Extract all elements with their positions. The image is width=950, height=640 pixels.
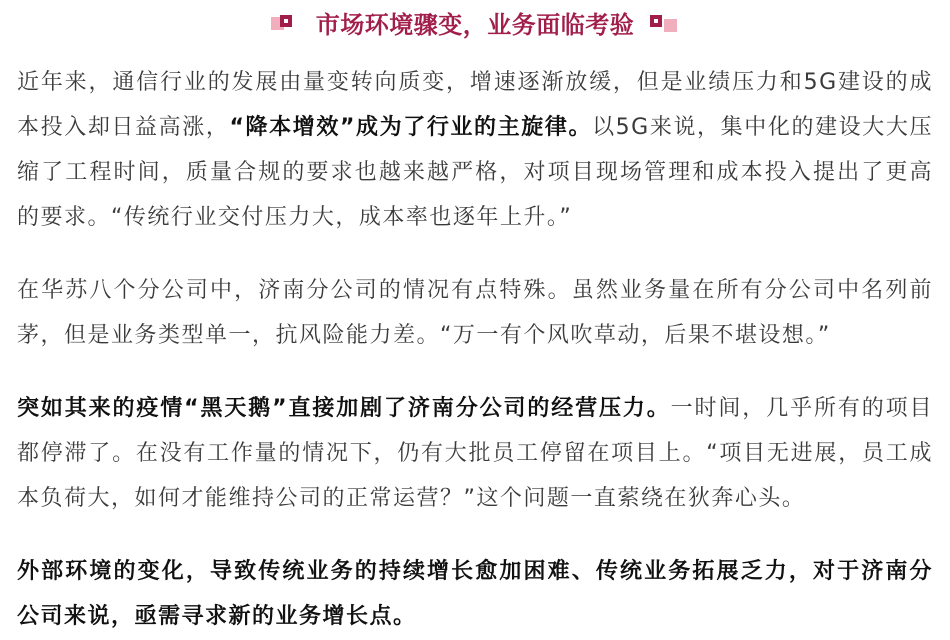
text-run-bold: 外部环境的变化，导致传统业务的持续增长愈加困难、传统业务拓展乏力，对于济南分公司来说，亟需寻求新的业务增长点。	[17, 559, 933, 629]
section-title-row	[0, 0, 950, 41]
paragraph	[17, 386, 933, 521]
text-run: 在华苏八个分公司中，济南分公司的情况有点特殊。虽然业务量在所有分公司中名列前茅，但是业务类型单一，抗风险能力差。“万一有个风吹草动，后果不堪设想。”	[17, 278, 933, 348]
paragraph	[17, 60, 933, 240]
title-ornament-right	[647, 13, 679, 37]
page-title: 市场环境骤变，业务面临考验	[315, 10, 635, 39]
paragraph	[17, 549, 933, 639]
outline-square-icon	[280, 15, 292, 27]
text-run: 一时间，几乎所有的项目都停滞了。在没有工作量的情况下，仍有大批员工停留在项目上。“项目无进展，员工成本负荷大，如何才能维持公司的正常运营？”这个问题一直萦绕在狄奔心头。	[17, 396, 933, 511]
outline-square-icon	[650, 15, 662, 27]
text-run-bold: 突如其来的疫情“黑天鹅”直接加剧了济南分公司的经营压力。	[17, 396, 671, 421]
article-body	[0, 41, 950, 639]
text-run-bold: “降本增效”成为了行业的主旋律。	[229, 115, 593, 140]
paragraph	[17, 268, 933, 358]
text-run: 近年来，通信行业的发展由量变转向质变，增速逐渐放缓，但是业绩压力和5G建设的成本投入却日益高涨，	[17, 70, 933, 140]
title-ornament-left	[271, 13, 303, 37]
filled-square-icon	[664, 19, 677, 32]
text-run: 以5G来说，集中化的建设大大压缩了工程时间，质量合规的要求也越来越严格，对项目现场管理和成本投入提出了更高的要求。“传统行业交付压力大，成本率也逐年上升。”	[17, 115, 933, 230]
